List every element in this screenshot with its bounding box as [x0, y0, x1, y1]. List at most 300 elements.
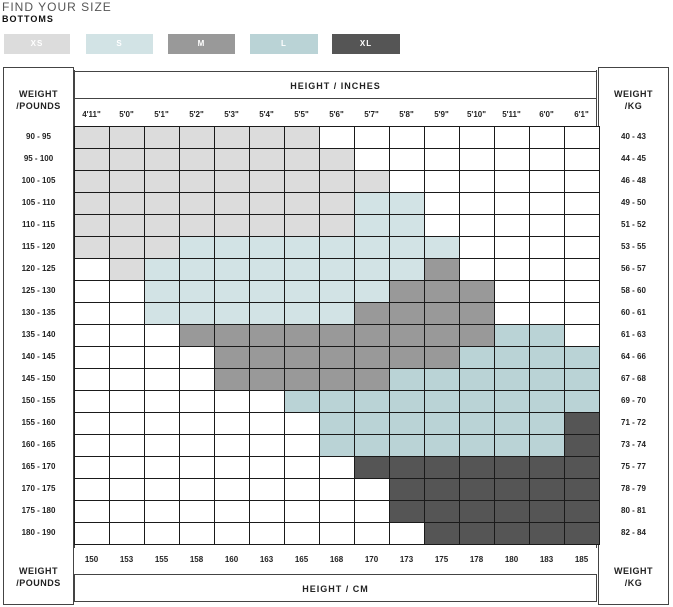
height-inches-label: 5'10" — [466, 110, 487, 119]
weight-kg-label: 56 - 57 — [621, 264, 646, 273]
size-cell-empty — [179, 456, 215, 479]
size-cell-m — [179, 324, 215, 347]
size-cell-l — [564, 368, 600, 391]
size-cell-empty — [214, 434, 250, 457]
size-cell-m — [389, 346, 425, 369]
section-subtitle: BOTTOMS — [2, 14, 54, 24]
size-cell-s — [144, 302, 180, 325]
size-cell-empty — [494, 236, 530, 259]
size-cell-l — [529, 390, 565, 413]
size-cell-empty — [459, 214, 495, 237]
size-cell-l — [389, 390, 425, 413]
size-cell-xs — [179, 192, 215, 215]
size-cell-s — [389, 236, 425, 259]
height-inches-label: 5'11" — [502, 110, 521, 119]
height-inches-label: 5'0" — [119, 110, 134, 119]
size-cell-m — [354, 324, 390, 347]
size-cell-s — [214, 236, 250, 259]
size-cell-xs — [319, 170, 355, 193]
size-cell-empty — [214, 522, 250, 545]
size-cell-m — [319, 324, 355, 347]
size-cell-empty — [319, 126, 355, 149]
size-cell-empty — [74, 500, 110, 523]
size-cell-xs — [109, 236, 145, 259]
size-cell-l — [459, 412, 495, 435]
size-cell-empty — [529, 214, 565, 237]
size-cell-l — [459, 368, 495, 391]
size-cell-empty — [284, 412, 320, 435]
size-cell-empty — [529, 148, 565, 171]
size-cell-xs — [74, 170, 110, 193]
size-cell-xl — [424, 522, 460, 545]
size-cell-empty — [144, 434, 180, 457]
kg-label: /KG — [624, 101, 643, 111]
size-cell-m — [214, 368, 250, 391]
size-cell-empty — [249, 390, 285, 413]
size-cell-xl — [389, 478, 425, 501]
size-cell-xs — [284, 192, 320, 215]
size-cell-l — [494, 434, 530, 457]
size-cell-xl — [529, 500, 565, 523]
size-cell-empty — [144, 456, 180, 479]
size-cell-l — [494, 324, 530, 347]
size-cell-empty — [74, 302, 110, 325]
height-inches-label: 6'0" — [539, 110, 554, 119]
size-cell-empty — [249, 500, 285, 523]
weight-pounds-label: 180 - 190 — [21, 528, 56, 537]
size-cell-s — [354, 280, 390, 303]
pounds-label: /POUNDS — [16, 578, 61, 588]
size-cell-empty — [424, 214, 460, 237]
weight-pounds-label: 120 - 125 — [21, 264, 56, 273]
size-cell-empty — [214, 390, 250, 413]
size-cell-empty — [179, 478, 215, 501]
size-cell-empty — [109, 434, 145, 457]
weight-pounds-label: 90 - 95 — [26, 132, 51, 141]
size-cell-m — [389, 280, 425, 303]
weight-label: WEIGHT — [19, 566, 58, 576]
size-cell-xl — [424, 456, 460, 479]
size-cell-s — [354, 214, 390, 237]
size-cell-l — [459, 390, 495, 413]
size-cell-xs — [109, 214, 145, 237]
size-cell-m — [214, 346, 250, 369]
height-cm-label: 160 — [224, 555, 239, 564]
size-cell-s — [179, 258, 215, 281]
weight-kg-label: 44 - 45 — [621, 154, 646, 163]
legend-m: M — [168, 34, 235, 54]
weight-pounds-label: 155 - 160 — [21, 418, 56, 427]
size-cell-empty — [74, 368, 110, 391]
size-cell-empty — [319, 478, 355, 501]
size-cell-m — [424, 324, 460, 347]
height-cm-label: 180 — [504, 555, 519, 564]
size-cell-empty — [564, 236, 600, 259]
size-cell-xl — [529, 456, 565, 479]
size-cell-xl — [564, 522, 600, 545]
height-cm-label: 178 — [469, 555, 484, 564]
size-cell-s — [389, 214, 425, 237]
size-cell-s — [319, 280, 355, 303]
size-cell-empty — [459, 192, 495, 215]
size-cell-xs — [144, 236, 180, 259]
weight-kg-label: 80 - 81 — [621, 506, 646, 515]
height-cm-label: 185 — [574, 555, 589, 564]
weight-kg-label: 49 - 50 — [621, 198, 646, 207]
size-cell-empty — [179, 522, 215, 545]
size-cell-empty — [214, 500, 250, 523]
size-cell-empty — [109, 280, 145, 303]
size-cell-empty — [74, 522, 110, 545]
weight-pounds-label: 105 - 110 — [21, 198, 56, 207]
weight-pounds-label: 125 - 130 — [21, 286, 56, 295]
size-cell-xs — [354, 170, 390, 193]
size-cell-empty — [564, 126, 600, 149]
size-cell-empty — [354, 478, 390, 501]
size-cell-empty — [284, 456, 320, 479]
size-cell-xs — [249, 148, 285, 171]
size-cell-m — [424, 258, 460, 281]
size-cell-s — [319, 236, 355, 259]
size-cell-empty — [529, 126, 565, 149]
size-cell-xs — [284, 126, 320, 149]
size-cell-m — [389, 324, 425, 347]
size-cell-empty — [109, 412, 145, 435]
pounds-label: /POUNDS — [16, 101, 61, 111]
size-cell-empty — [249, 456, 285, 479]
legend-xl: XL — [332, 34, 400, 54]
size-cell-empty — [109, 478, 145, 501]
size-cell-xs — [249, 126, 285, 149]
size-cell-xl — [354, 456, 390, 479]
weight-kg-label: 73 - 74 — [621, 440, 646, 449]
size-cell-empty — [494, 126, 530, 149]
size-cell-xl — [564, 456, 600, 479]
size-cell-xs — [109, 258, 145, 281]
weight-label: WEIGHT — [614, 89, 653, 99]
size-cell-l — [354, 434, 390, 457]
size-cell-m — [424, 346, 460, 369]
height-inches-label: 5'9" — [434, 110, 449, 119]
size-cell-l — [354, 412, 390, 435]
size-cell-empty — [109, 302, 145, 325]
size-cell-s — [284, 258, 320, 281]
weight-pounds-label: 140 - 145 — [21, 352, 56, 361]
size-cell-xs — [179, 214, 215, 237]
weight-pounds-column — [3, 67, 74, 605]
size-cell-empty — [144, 368, 180, 391]
size-cell-empty — [109, 324, 145, 347]
size-cell-m — [459, 280, 495, 303]
size-cell-empty — [74, 478, 110, 501]
size-cell-empty — [564, 258, 600, 281]
weight-pounds-label: 145 - 150 — [21, 374, 56, 383]
size-cell-empty — [564, 280, 600, 303]
size-cell-xs — [179, 170, 215, 193]
size-cell-empty — [74, 412, 110, 435]
size-cell-empty — [109, 456, 145, 479]
weight-kg-label: 61 - 63 — [621, 330, 646, 339]
size-cell-s — [319, 258, 355, 281]
size-cell-s — [144, 280, 180, 303]
weight-pounds-label: 110 - 115 — [22, 220, 55, 229]
size-cell-empty — [529, 258, 565, 281]
size-cell-empty — [214, 412, 250, 435]
size-cell-empty — [109, 500, 145, 523]
size-cell-s — [389, 192, 425, 215]
weight-kg-label: 64 - 66 — [621, 352, 646, 361]
height-cm-label: 163 — [259, 555, 274, 564]
legend-s: S — [86, 34, 153, 54]
size-cell-m — [424, 302, 460, 325]
size-cell-xs — [144, 192, 180, 215]
size-cell-m — [459, 302, 495, 325]
size-cell-empty — [284, 478, 320, 501]
size-cell-empty — [179, 368, 215, 391]
height-cm-label: 150 — [84, 555, 99, 564]
size-cell-empty — [529, 192, 565, 215]
size-cell-empty — [179, 412, 215, 435]
size-cell-xl — [494, 500, 530, 523]
size-cell-empty — [74, 324, 110, 347]
weight-kg-header-bottom — [599, 565, 668, 589]
weight-kg-label: 46 - 48 — [621, 176, 646, 185]
size-cell-empty — [144, 478, 180, 501]
size-cell-xl — [529, 478, 565, 501]
size-cell-xl — [564, 478, 600, 501]
size-cell-empty — [74, 456, 110, 479]
size-cell-empty — [564, 148, 600, 171]
size-cell-empty — [494, 258, 530, 281]
size-cell-l — [529, 434, 565, 457]
size-cell-empty — [354, 522, 390, 545]
weight-pounds-header-bottom — [4, 565, 73, 589]
size-cell-empty — [459, 126, 495, 149]
size-cell-empty — [354, 126, 390, 149]
size-cell-empty — [494, 214, 530, 237]
size-cell-xs — [214, 170, 250, 193]
size-cell-xs — [319, 214, 355, 237]
size-cell-empty — [459, 236, 495, 259]
size-cell-empty — [424, 126, 460, 149]
size-cell-xs — [74, 126, 110, 149]
size-cell-empty — [109, 390, 145, 413]
size-cell-empty — [214, 456, 250, 479]
weight-pounds-label: 100 - 105 — [21, 176, 56, 185]
size-cell-xs — [109, 192, 145, 215]
weight-kg-label: 60 - 61 — [621, 308, 646, 317]
size-cell-l — [424, 434, 460, 457]
size-cell-empty — [529, 302, 565, 325]
page-title: FIND YOUR SIZE — [2, 0, 112, 14]
size-cell-xs — [214, 214, 250, 237]
size-cell-xs — [249, 192, 285, 215]
size-cell-m — [284, 324, 320, 347]
size-cell-xs — [74, 148, 110, 171]
size-cell-m — [319, 346, 355, 369]
size-cell-m — [249, 368, 285, 391]
weight-kg-header-top — [599, 88, 668, 112]
size-cell-m — [354, 346, 390, 369]
size-cell-xl — [494, 456, 530, 479]
size-cell-s — [249, 280, 285, 303]
size-cell-empty — [144, 390, 180, 413]
size-cell-l — [319, 412, 355, 435]
size-cell-l — [529, 324, 565, 347]
weight-pounds-label: 135 - 140 — [21, 330, 56, 339]
size-cell-empty — [389, 170, 425, 193]
size-cell-s — [354, 258, 390, 281]
size-cell-l — [424, 368, 460, 391]
size-cell-xl — [459, 478, 495, 501]
weight-kg-label: 58 - 60 — [621, 286, 646, 295]
size-cell-m — [284, 346, 320, 369]
size-cell-empty — [494, 148, 530, 171]
size-cell-xl — [389, 500, 425, 523]
weight-kg-label: 67 - 68 — [621, 374, 646, 383]
size-cell-empty — [74, 280, 110, 303]
weight-kg-label: 78 - 79 — [621, 484, 646, 493]
size-cell-empty — [529, 280, 565, 303]
weight-pounds-label: 115 - 120 — [21, 242, 56, 251]
weight-kg-label: 69 - 70 — [621, 396, 646, 405]
size-cell-m — [354, 302, 390, 325]
size-cell-xs — [109, 148, 145, 171]
size-cell-empty — [389, 126, 425, 149]
size-cell-empty — [144, 500, 180, 523]
weight-pounds-label: 175 - 180 — [21, 506, 56, 515]
size-cell-xs — [319, 148, 355, 171]
size-cell-s — [214, 280, 250, 303]
size-cell-s — [214, 302, 250, 325]
size-cell-empty — [214, 478, 250, 501]
size-cell-empty — [109, 522, 145, 545]
size-cell-l — [529, 368, 565, 391]
size-cell-xl — [459, 456, 495, 479]
size-cell-empty — [389, 148, 425, 171]
size-cell-m — [319, 368, 355, 391]
size-cell-l — [354, 390, 390, 413]
size-cell-empty — [249, 412, 285, 435]
size-cell-l — [424, 390, 460, 413]
size-cell-l — [494, 412, 530, 435]
size-cell-s — [424, 236, 460, 259]
weight-pounds-label: 130 - 135 — [21, 308, 56, 317]
size-cell-xs — [249, 214, 285, 237]
size-cell-empty — [179, 434, 215, 457]
size-cell-m — [249, 346, 285, 369]
height-inches-label: 4'11" — [82, 110, 101, 119]
size-cell-xs — [249, 170, 285, 193]
size-cell-empty — [389, 522, 425, 545]
size-cell-xl — [424, 478, 460, 501]
height-inches-label: 5'2" — [189, 110, 204, 119]
height-inches-label: 5'7" — [364, 110, 379, 119]
size-cell-m — [354, 368, 390, 391]
height-cm-label: 173 — [399, 555, 414, 564]
weight-label: WEIGHT — [614, 566, 653, 576]
height-cm-label: 168 — [329, 555, 344, 564]
size-cell-empty — [494, 280, 530, 303]
size-cell-s — [249, 302, 285, 325]
size-cell-xs — [144, 170, 180, 193]
size-cell-xl — [494, 522, 530, 545]
height-inches-label: 5'8" — [399, 110, 414, 119]
size-cell-s — [389, 258, 425, 281]
size-cell-empty — [564, 214, 600, 237]
size-cell-l — [459, 346, 495, 369]
size-cell-empty — [144, 412, 180, 435]
size-cell-xl — [459, 500, 495, 523]
size-cell-s — [319, 302, 355, 325]
size-cell-xs — [319, 192, 355, 215]
size-cell-empty — [354, 148, 390, 171]
size-cell-xl — [459, 522, 495, 545]
size-grid — [74, 126, 599, 548]
size-cell-empty — [284, 500, 320, 523]
weight-label: WEIGHT — [19, 89, 58, 99]
size-cell-empty — [109, 346, 145, 369]
size-cell-xs — [179, 126, 215, 149]
size-cell-empty — [249, 522, 285, 545]
size-cell-empty — [74, 434, 110, 457]
size-cell-xs — [284, 214, 320, 237]
size-cell-empty — [179, 390, 215, 413]
size-cell-l — [389, 412, 425, 435]
height-cm-label: 170 — [364, 555, 379, 564]
size-cell-empty — [354, 500, 390, 523]
size-cell-xs — [74, 192, 110, 215]
size-cell-empty — [424, 192, 460, 215]
size-cell-empty — [459, 258, 495, 281]
size-cell-empty — [74, 346, 110, 369]
height-inches-label: 5'1" — [154, 110, 169, 119]
size-cell-xl — [529, 522, 565, 545]
size-cell-m — [214, 324, 250, 347]
size-cell-empty — [144, 324, 180, 347]
weight-kg-label: 51 - 52 — [621, 220, 646, 229]
weight-kg-label: 40 - 43 — [621, 132, 646, 141]
weight-pounds-header-top — [4, 88, 73, 112]
kg-label: /KG — [624, 578, 643, 588]
size-cell-xl — [564, 412, 600, 435]
legend-l: L — [250, 34, 318, 54]
size-cell-xs — [214, 148, 250, 171]
size-cell-xl — [389, 456, 425, 479]
size-cell-m — [389, 302, 425, 325]
height-inches-label: 5'4" — [259, 110, 274, 119]
height-cm-header: HEIGHT / CM — [74, 574, 597, 602]
size-cell-empty — [494, 302, 530, 325]
size-cell-s — [354, 192, 390, 215]
size-cell-empty — [284, 434, 320, 457]
size-cell-s — [179, 236, 215, 259]
size-cell-s — [144, 258, 180, 281]
size-cell-empty — [74, 258, 110, 281]
size-cell-empty — [284, 522, 320, 545]
size-cell-xs — [144, 148, 180, 171]
size-cell-empty — [144, 346, 180, 369]
size-cell-s — [249, 258, 285, 281]
weight-kg-label: 75 - 77 — [621, 462, 646, 471]
size-cell-empty — [564, 170, 600, 193]
size-cell-l — [459, 434, 495, 457]
weight-kg-column — [598, 67, 669, 605]
size-cell-xs — [74, 214, 110, 237]
size-cell-l — [494, 346, 530, 369]
size-cell-l — [389, 368, 425, 391]
size-cell-s — [179, 280, 215, 303]
